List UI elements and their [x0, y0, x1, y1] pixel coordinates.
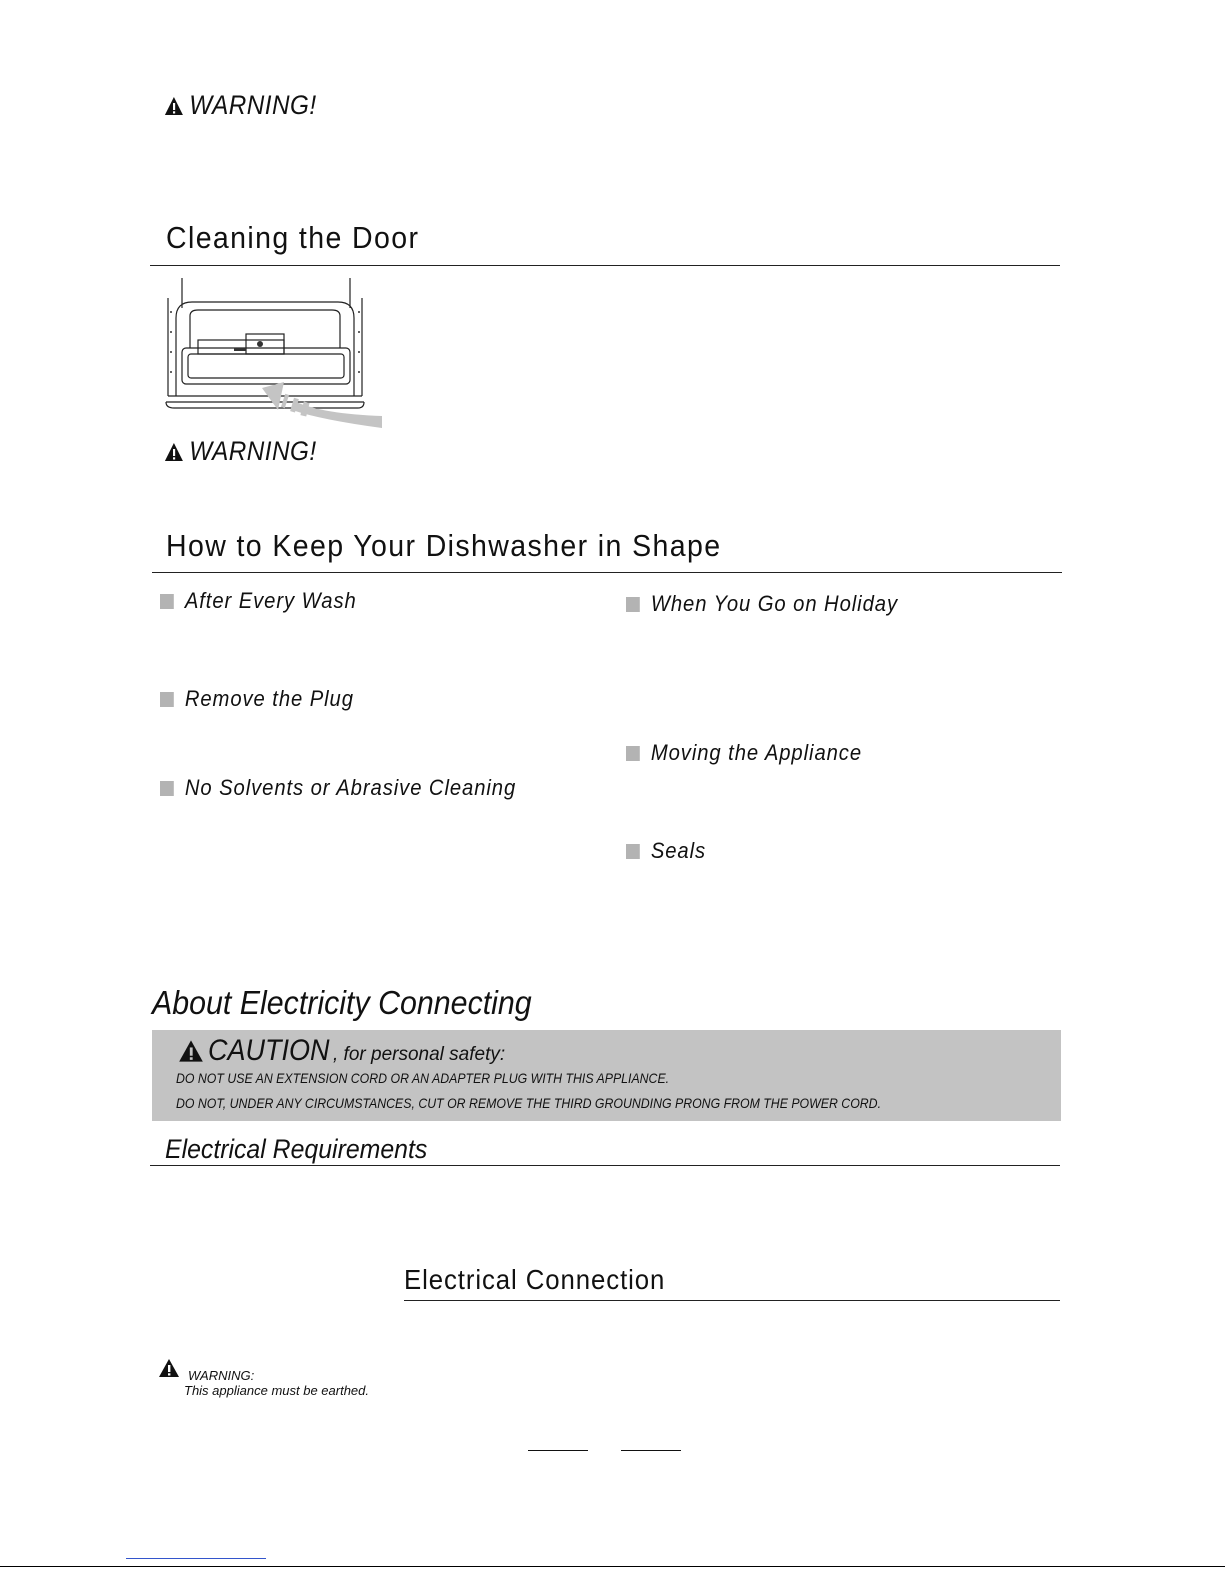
- cleaning-door-heading: Cleaning the Door: [166, 220, 420, 255]
- list-item: After Every Wash: [160, 588, 357, 614]
- warning-label: WARNING!: [189, 436, 317, 466]
- section-rule: [150, 1165, 1060, 1166]
- cleaning-door-warning: [164, 436, 317, 467]
- section-rule: [150, 265, 1060, 266]
- square-bullet-icon: [160, 692, 174, 707]
- electricity-heading: About Electricity Connecting: [152, 984, 532, 1021]
- section-rule: [152, 572, 1062, 573]
- square-bullet-icon: [626, 746, 640, 761]
- electrical-connection-heading: Electrical Connection: [404, 1264, 666, 1295]
- caution-line-2: DO NOT, UNDER ANY CIRCUMSTANCES, CUT OR REMOVE THE THIRD GROUNDING PRONG FROM THE POWER CORD.: [176, 1095, 882, 1111]
- keep-shape-heading: How to Keep Your Dishwasher in Shape: [166, 528, 722, 563]
- list-item: No Solvents or Abrasive Cleaning: [160, 775, 516, 801]
- square-bullet-icon: [626, 597, 640, 612]
- warning-label: WARNING!: [189, 90, 317, 120]
- earth-warning: [158, 1358, 369, 1398]
- footer-rule: [621, 1450, 681, 1451]
- caution-line-1: DO NOT USE AN EXTENSION CORD OR AN ADAPTER PLUG WITH THIS APPLIANCE.: [176, 1070, 670, 1086]
- earth-warning-text: This appliance must be earthed.: [184, 1383, 369, 1398]
- warning-triangle-icon: [158, 1358, 180, 1378]
- warning-triangle-icon: [164, 96, 184, 116]
- square-bullet-icon: [160, 594, 174, 609]
- caution-suffix: , for personal safety:: [333, 1044, 506, 1065]
- warning-triangle-icon: [164, 442, 184, 462]
- list-item: Remove the Plug: [160, 686, 354, 712]
- list-item: Seals: [626, 838, 706, 864]
- warning-top: [164, 90, 317, 121]
- section-rule: [404, 1300, 1060, 1301]
- list-item: Moving the Appliance: [626, 740, 862, 766]
- caution-label: CAUTION: [208, 1034, 330, 1067]
- electrical-requirements-heading: Electrical Requirements: [165, 1134, 428, 1164]
- caution-title: [178, 1034, 505, 1068]
- dishwasher-door-illustration: [162, 278, 386, 434]
- earth-warning-label: WARNING:: [188, 1368, 255, 1383]
- list-item: When You Go on Holiday: [626, 591, 898, 617]
- footer-link-underline: [126, 1558, 266, 1559]
- page-bottom-rule: [0, 1566, 1225, 1567]
- square-bullet-icon: [160, 781, 174, 796]
- warning-triangle-icon: [178, 1039, 204, 1063]
- footer-rule: [528, 1450, 588, 1451]
- square-bullet-icon: [626, 844, 640, 859]
- caution-box: [152, 1030, 1061, 1121]
